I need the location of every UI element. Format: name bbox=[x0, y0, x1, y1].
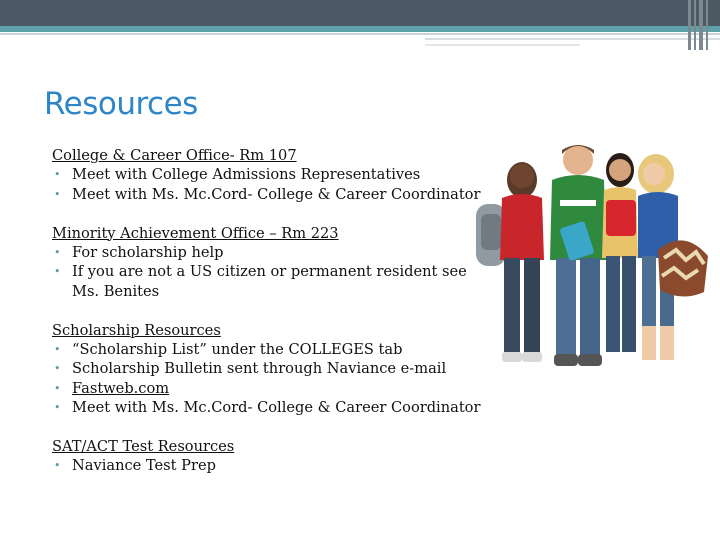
bullet-icon: • bbox=[54, 246, 61, 260]
bullet-icon: • bbox=[54, 168, 61, 182]
bullet-list bbox=[52, 456, 492, 475]
section-scholarship-resources bbox=[52, 321, 492, 418]
bullet-icon: • bbox=[54, 343, 61, 357]
list-item bbox=[52, 379, 492, 398]
section-minority-achievement bbox=[52, 224, 492, 302]
list-item: • Naviance Test Prep bbox=[54, 457, 216, 475]
bullet-icon: • bbox=[54, 401, 61, 415]
decor-line bbox=[425, 44, 580, 46]
list-item: • Meet with College Admissions Representatives bbox=[54, 166, 421, 184]
decor-line bbox=[0, 33, 720, 35]
section-heading: College & Career Office- Rm 107 bbox=[52, 147, 297, 164]
list-item: • Meet with Ms. Mc.Cord- College & Career Coordinator bbox=[54, 399, 481, 417]
list-item: • For scholarship help bbox=[54, 244, 224, 262]
bullet-icon: • bbox=[54, 362, 61, 376]
slide-top-bar bbox=[0, 0, 720, 26]
section-heading: SAT/ACT Test Resources bbox=[52, 438, 235, 456]
slide-content bbox=[52, 146, 492, 495]
section-sat-act bbox=[52, 437, 492, 476]
students-group-photo bbox=[472, 140, 712, 380]
section-college-career bbox=[52, 146, 492, 204]
slide-accent-bar bbox=[0, 26, 720, 32]
decor-line bbox=[425, 38, 720, 40]
bullet-icon: • bbox=[54, 265, 61, 279]
bullet-icon: • bbox=[54, 187, 61, 201]
corner-stripes bbox=[688, 0, 720, 50]
list-item: • If you are not a US citizen or permanent resident see Ms. Benites bbox=[54, 263, 467, 300]
list-item: • “Scholarship List” under the COLLEGES tab bbox=[54, 341, 403, 359]
bullet-list bbox=[52, 243, 492, 301]
slide-title: Resources bbox=[44, 86, 198, 122]
list-item: • Scholarship Bulletin sent through Naviance e-mail bbox=[54, 360, 447, 378]
section-heading: Minority Achievement Office – Rm 223 bbox=[52, 224, 339, 242]
bullet-icon: • bbox=[54, 459, 61, 473]
fastweb-link[interactable]: Fastweb.com bbox=[72, 379, 170, 397]
list-item: • Meet with Ms. Mc.Cord- College & Career Coordinator bbox=[54, 185, 481, 203]
section-heading: Scholarship Resources bbox=[52, 321, 221, 339]
bullet-icon: • bbox=[54, 381, 61, 395]
bullet-list bbox=[52, 340, 492, 418]
bullet-list bbox=[52, 165, 492, 204]
